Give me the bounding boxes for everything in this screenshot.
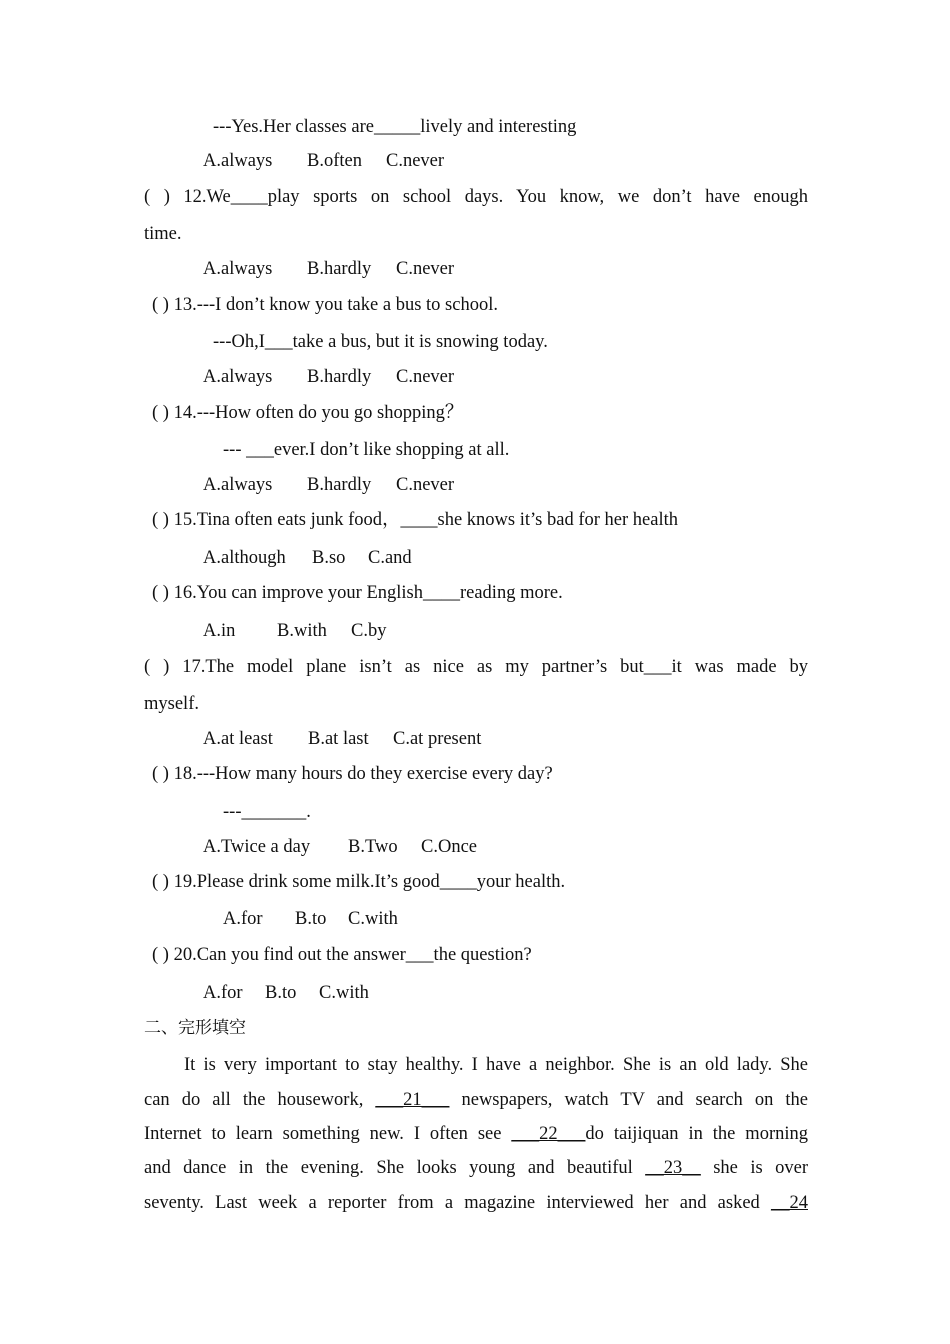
passage-text: newspapers, watch TV and search on the <box>461 1090 809 1110</box>
option-c: C.Once <box>421 837 477 857</box>
option-c: C.never <box>396 259 455 279</box>
option-c: C.with <box>319 983 369 1003</box>
q19-options <box>223 907 398 931</box>
q13-options <box>203 365 454 389</box>
option-b: B.to <box>265 983 297 1003</box>
q14-options <box>203 473 454 497</box>
passage-text: Internet to learn something new. I often see <box>144 1124 502 1144</box>
option-b: B.with <box>277 621 327 641</box>
q16-options <box>203 619 386 643</box>
q17-options <box>203 727 481 751</box>
passage-text: she is over <box>713 1158 809 1178</box>
option-a: A.always <box>203 259 273 279</box>
q18-answer-line: ---_______. <box>223 802 311 822</box>
q11-options <box>203 149 444 173</box>
passage-text: and dance in the evening. She looks young and beautiful <box>144 1158 633 1178</box>
q12-question-cont: time. <box>144 224 182 244</box>
q17-question: ( ) 17.The model plane isn’t as nice as my partner’s but___it was made by <box>144 657 808 677</box>
option-a: A.always <box>203 475 273 495</box>
option-c: C.never <box>386 151 445 171</box>
blank-24: __24 <box>771 1193 808 1213</box>
passage-line-1: It is very important to stay healthy. I have a neighbor. She is an old lady. She <box>184 1055 808 1075</box>
passage-text: seventy. Last week a reporter from a magazine interviewed her and asked <box>144 1193 760 1213</box>
q17-question-cont: myself. <box>144 694 199 714</box>
option-c: C.and <box>368 548 412 568</box>
option-a: A.at least <box>203 729 273 749</box>
q12-question: ( ) 12.We____play sports on school days. You know, we don’t have enough <box>144 187 808 207</box>
q15-options <box>203 546 412 570</box>
q18-question: ( ) 18.---How many hours do they exercise every day? <box>152 764 553 784</box>
option-c: C.at present <box>393 729 482 749</box>
option-c: C.never <box>396 367 455 387</box>
passage-line-4 <box>144 1156 808 1180</box>
q20-options <box>203 981 369 1005</box>
option-a: A.in <box>203 621 236 641</box>
option-c: C.with <box>348 909 398 929</box>
q13-answer-line: ---Oh,I___take a bus, but it is snowing today. <box>213 332 548 352</box>
q20-question: ( ) 20.Can you find out the answer___the question? <box>152 945 532 965</box>
q14-question: ( ) 14.---How often do you go shopping？ <box>152 403 464 423</box>
option-a: A.Twice a day <box>203 837 311 857</box>
option-c: C.never <box>396 475 455 495</box>
option-b: B.to <box>295 909 327 929</box>
q11-answer-line: ---Yes.Her classes are_____lively and interesting <box>213 117 577 137</box>
passage-text: do taijiquan in the morning <box>585 1124 808 1144</box>
option-a: A.always <box>203 151 273 171</box>
option-a: A.for <box>203 983 243 1003</box>
q18-options <box>203 835 477 859</box>
option-a: A.for <box>223 909 263 929</box>
passage-text: can do all the housework, <box>144 1090 364 1110</box>
option-b: B.hardly <box>307 367 372 387</box>
q19-question: ( ) 19.Please drink some milk.It’s good____your health. <box>152 872 566 892</box>
section-title: 二、完形填空 <box>144 1018 246 1038</box>
passage-line-2 <box>144 1088 808 1112</box>
option-c: C.by <box>351 621 387 641</box>
passage-line-3 <box>144 1122 808 1146</box>
blank-23: __23__ <box>645 1158 701 1178</box>
option-b: B.often <box>307 151 362 171</box>
q14-answer-line: --- ___ever.I don’t like shopping at all. <box>223 440 510 460</box>
blank-21: ___21___ <box>375 1090 450 1110</box>
blank-22: ___22___ <box>511 1124 586 1144</box>
q16-question: ( ) 16.You can improve your English____reading more. <box>152 583 563 603</box>
option-b: B.Two <box>348 837 398 857</box>
option-b: B.at last <box>308 729 369 749</box>
q13-question: ( ) 13.---I don’t know you take a bus to school. <box>152 295 498 315</box>
option-a: A.although <box>203 548 286 568</box>
option-b: B.hardly <box>307 475 372 495</box>
passage-line-5 <box>144 1191 808 1215</box>
q15-question: ( ) 15.Tina often eats junk food，____she knows it’s bad for her health <box>152 510 678 530</box>
option-a: A.always <box>203 367 273 387</box>
option-b: B.so <box>312 548 346 568</box>
option-b: B.hardly <box>307 259 372 279</box>
q12-options <box>203 257 454 281</box>
